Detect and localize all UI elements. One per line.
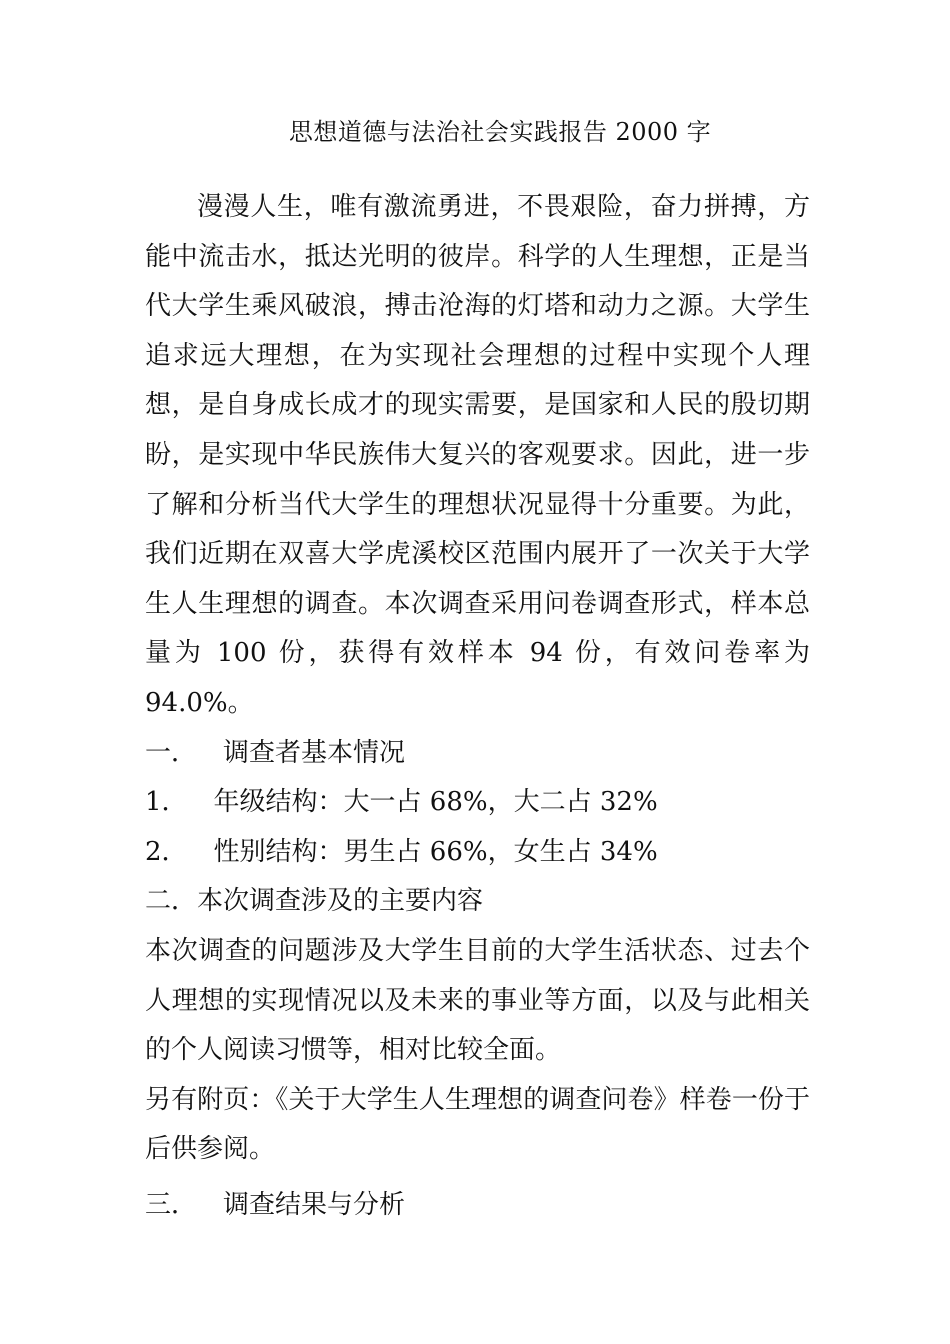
document-body (145, 183, 810, 1175)
section1-number: 一． (145, 737, 198, 768)
section1-heading: 调查者基本情况 (223, 737, 406, 768)
section1-item (145, 778, 810, 828)
section3-heading: 调查结果与分析 (223, 1190, 406, 1220)
section2-heading: 本次调查涉及的主要内容 (197, 886, 484, 917)
section1-item (145, 828, 810, 878)
section2-heading-line (145, 877, 810, 927)
section1-item-text: 年级结构：大一占 68%，大二占 32% (213, 787, 658, 818)
section3-number: 三． (145, 1190, 198, 1220)
appendix-note: 另有附页：《关于大学生人生理想的调查问卷》样卷一份于后供参阅。 (145, 1084, 810, 1165)
document-title: 思想道德与法治社会实践报告 2000 字 (288, 118, 712, 146)
section1-item-number: 2． (145, 836, 188, 867)
section3-heading-line (145, 1181, 405, 1231)
section1-item-text: 性别结构：男生占 66%，女生占 34% (213, 836, 658, 867)
section2-number: 二． (145, 886, 198, 917)
section1-heading-line (145, 729, 810, 779)
section1-item-number: 1． (145, 787, 188, 818)
section2-paragraph: 本次调查的问题涉及大学生目前的大学生活状态、过去个人理想的实现情况以及未来的事业等方面，以及与此相关的个人阅读习惯等，相对比较全面。 (145, 935, 810, 1066)
intro-paragraph: 漫漫人生，唯有激流勇进，不畏艰险，奋力拼搏，方能中流击水，抵达光明的彼岸。科学的人生理想，正是当代大学生乘风破浪，搏击沧海的灯塔和动力之源。大学生追求远大理想，在为实现社会理想的过程中实现个人理想，是自身成长成才的现实需要，是国家和人民的殷切期盼，是实现中华民族伟大复兴的客观要求。因此，进一步了解和分析当代大学生的理想状况显得十分重要。为此，我们近期在双喜大学虎溪校区范围内展开了一次关于大学生人生理想的调查。本次调查采用问卷调查形式，样本总量为 100 份，获得有效样本 94 份，有效问卷率为 94.0%。 (145, 192, 810, 718)
